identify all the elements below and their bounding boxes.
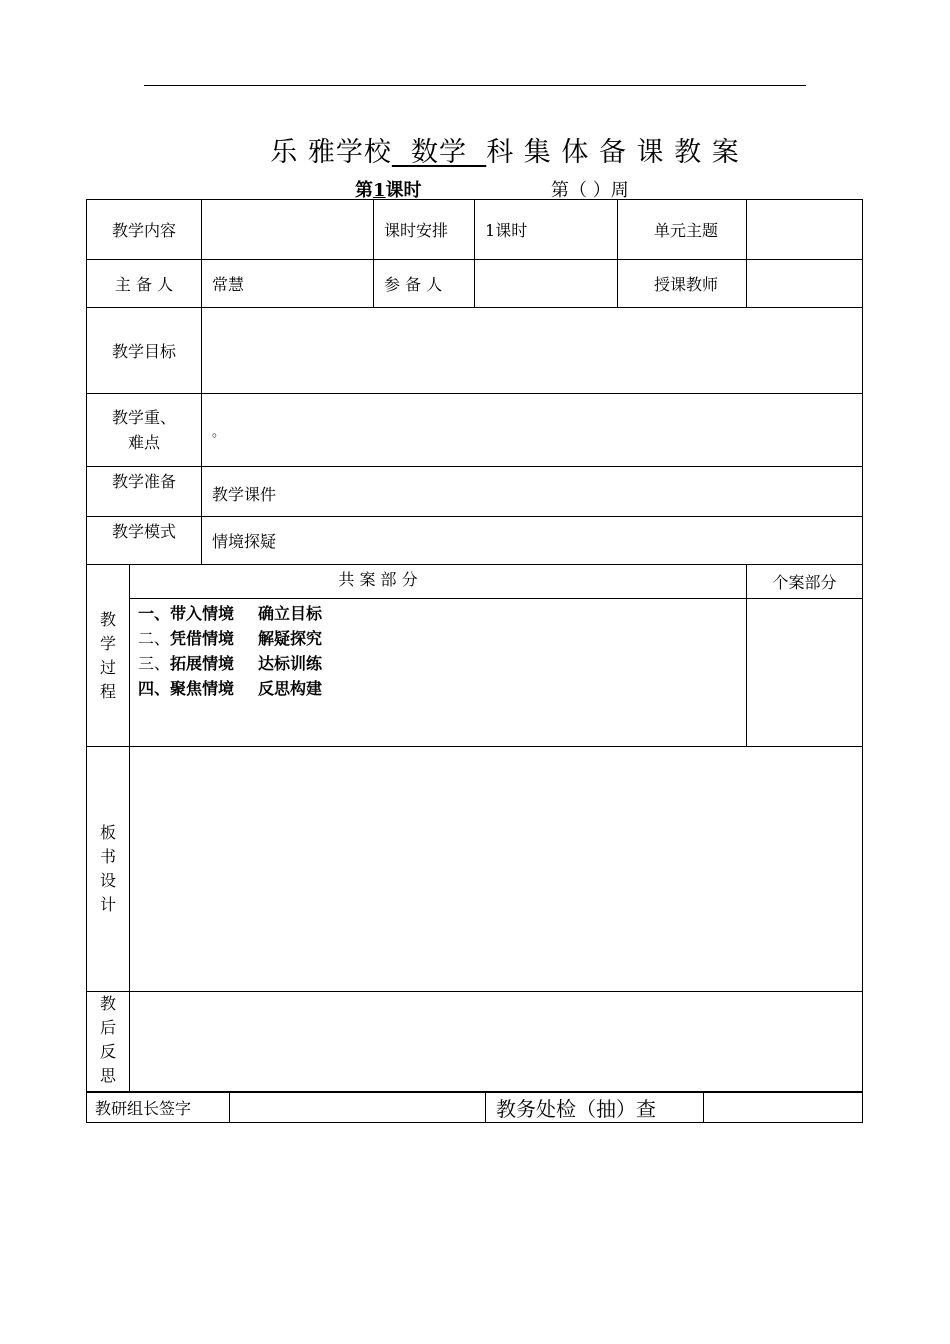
content-value[interactable]	[202, 200, 374, 260]
key-points-label: 教学重、 难点	[87, 394, 202, 467]
process-step: 一、带入情境 确立目标	[138, 604, 323, 623]
page-title	[0, 130, 950, 169]
mode-label: 教学模式	[87, 517, 202, 565]
title-rest: 科 集 体 备 课 教 案	[486, 137, 740, 168]
goal-value[interactable]	[202, 308, 863, 394]
leader-sign-value[interactable]	[230, 1093, 486, 1123]
content-label: 教学内容	[87, 200, 202, 260]
subject-name: 数学	[411, 137, 468, 168]
period-label: 第1课时	[355, 180, 422, 201]
process-label: 教学过程	[87, 565, 130, 747]
header-rule	[144, 85, 806, 86]
prep-label: 教学准备	[87, 467, 202, 517]
signature-row	[86, 1092, 863, 1123]
schedule-value[interactable]: 1课时	[475, 200, 618, 260]
office-check-value[interactable]	[704, 1093, 863, 1123]
period-number: 1	[373, 180, 386, 201]
unit-value[interactable]	[747, 200, 863, 260]
process-step: 二、凭借情境 解疑探究	[138, 629, 323, 648]
prep-value[interactable]: 教学课件	[202, 467, 863, 517]
process-step: 四、聚焦情境 反思构建	[138, 679, 323, 698]
school-name: 乐 雅学校	[270, 137, 392, 168]
co-preparer-value[interactable]	[475, 260, 618, 308]
reflection-value[interactable]	[130, 992, 863, 1092]
key-points-value[interactable]: 。	[202, 394, 863, 467]
schedule-label: 课时安排	[374, 200, 475, 260]
process-step: 三、拓展情境 达标训练	[138, 654, 323, 673]
teacher-label: 授课教师	[618, 260, 747, 308]
lead-preparer-value[interactable]: 常慧	[202, 260, 374, 308]
shared-plan-header: 共 案 部 分	[130, 565, 747, 599]
lead-preparer-label: 主 备 人	[87, 260, 202, 308]
co-preparer-label: 参 备 人	[374, 260, 475, 308]
office-check-label: 教务处检（抽）查	[486, 1093, 704, 1123]
board-design-label: 板书设计	[87, 747, 130, 992]
lesson-plan-table	[86, 199, 863, 1092]
board-design-value[interactable]	[130, 747, 863, 992]
individual-plan-header: 个案部分	[747, 565, 863, 599]
goal-label: 教学目标	[87, 308, 202, 394]
reflection-label: 教后反思	[87, 992, 130, 1092]
individual-plan-value[interactable]	[747, 599, 863, 747]
process-steps[interactable]	[130, 599, 747, 747]
leader-sign-label: 教研组长签字	[87, 1093, 230, 1123]
mode-value[interactable]: 情境探疑	[202, 517, 863, 565]
week-label: 第（ ）周	[551, 180, 629, 201]
unit-label: 单元主题	[618, 200, 747, 260]
teacher-value[interactable]	[747, 260, 863, 308]
